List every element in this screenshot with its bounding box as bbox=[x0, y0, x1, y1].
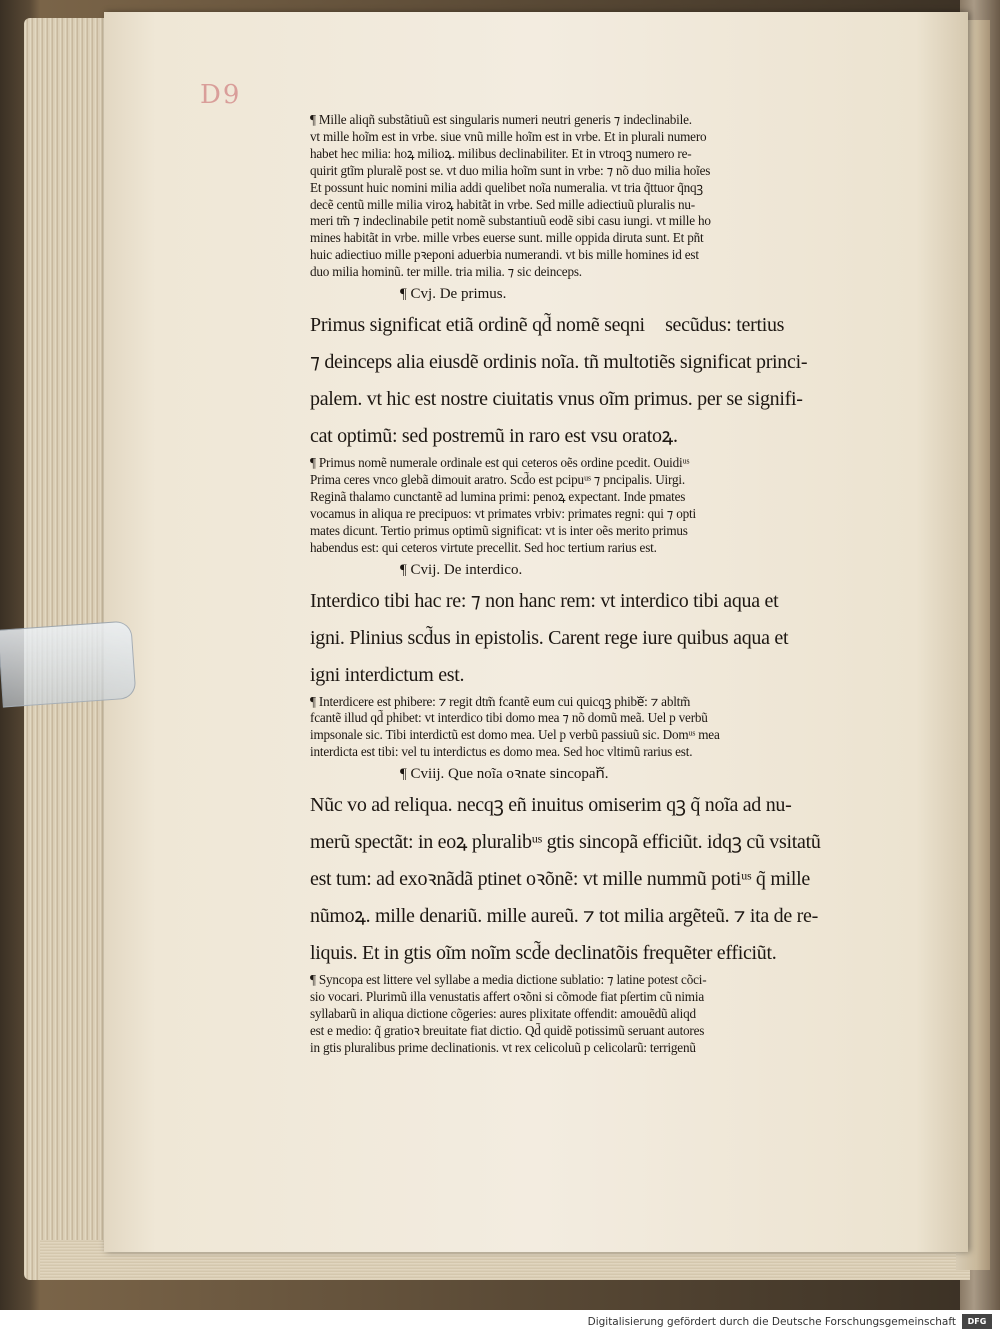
text-line: liquis. Et in gtis oĩm noĩm scd̃e declinatõis frequẽter efficiũt. bbox=[310, 942, 777, 965]
main-text-block bbox=[310, 787, 912, 972]
footer-credit: Digitalisierung gefördert durch die Deutsche Forschungsgemeinschaft bbox=[587, 1316, 956, 1328]
text-line: habendus est: qui ceteros virtute precellit. Sed hoc tertium rarius est. bbox=[310, 539, 657, 555]
text-line: vt mille hoĩm est in vrbe. siue vnũ mille hoĩm est in vrbe. Et in plurali numero bbox=[310, 128, 707, 144]
text-line: merũ spectãt: in eoꝝ pluralibᵘˢ gtis sincopã efficiũt. idqꝫ cũ vsitatũ bbox=[310, 831, 821, 854]
text-line: sio vocari. Plurimũ illa venustatis affert oꝛõni si cõmode fiat pſertim cũ nimia bbox=[310, 989, 704, 1005]
dfg-logo: DFG bbox=[962, 1314, 992, 1329]
text-line: est tum: ad exoꝛnãdã ptinet oꝛõnẽ: vt mille nummũ potiᵘˢ q̃ mille bbox=[310, 868, 810, 891]
main-text-block bbox=[310, 583, 912, 694]
text-line: Prima ceres vnco glebã dimouit aratro. Scd̃o est pcipuᵘˢ ⁊ pncipalis. Uirgi. bbox=[310, 471, 685, 487]
text-line: mates dicunt. Tertio primus optimũ significat: vt is inter oẽs merito primus bbox=[310, 522, 688, 538]
text-line: est e medio: q̃ gratioꝛ breuitate fiat dictio. Qd̃ quidẽ potissimũ seruant autores bbox=[310, 1022, 705, 1038]
ruler-clip bbox=[0, 620, 137, 707]
main-text-block bbox=[310, 307, 912, 455]
text-line: nũmoꝝ. mille denariũ. mille aureũ. ⁊ tot milia argẽteũ. ⁊ ita de re- bbox=[310, 905, 818, 928]
text-line: Et possunt huic nomini milia addi quelibet noĩa numeralia. vt tria q̃ttuor q̃nqꝫ bbox=[310, 179, 703, 195]
text-line: decẽ centũ mille milia viroꝝ habitãt in vrbe. Sed mille adiectiuũ pluralis nu- bbox=[310, 196, 695, 212]
margin-mark: D9 bbox=[200, 80, 242, 110]
text-line: impsonale sic. Tibi interdictũ est domo mea. Uel p verbũ passiuũ sic. Domᵘˢ mea bbox=[310, 727, 720, 743]
text-line: duo milia hominũ. ter mille. tria milia. ⁊ sic deinceps. bbox=[310, 264, 582, 280]
text-line: ¶ Syncopa est littere vel syllabe a media dictione sublatio: ⁊ latine potest cõci- bbox=[310, 972, 707, 988]
text-line: ¶ Interdicere est phibere: ⁊ regit dtm̃ fcantẽ eum cui quicqꝫ phibeᷓ: ⁊ abltm̃ bbox=[310, 693, 691, 709]
text-line: huic adiectiuo mille pꝛeponi aduerbia numerandi. vt bis mille homines id est bbox=[310, 247, 699, 263]
commentary-block bbox=[310, 694, 912, 762]
text-line: ¶ Primus nomẽ numerale ordinale est qui ceteros oẽs ordine pcedit. Ouidiᵘˢ bbox=[310, 455, 690, 471]
text-line: vocamus in aliqua re precipuos: vt primates vrbiv: primates regni: qui ⁊ opti bbox=[310, 505, 696, 521]
text-line: quirit gtĩm pluralẽ post se. vt duo milia hoĩm sunt in vrbe: ⁊ nõ duo milia hoĩes bbox=[310, 162, 711, 178]
commentary-block bbox=[310, 112, 912, 281]
footer bbox=[0, 1310, 1000, 1334]
text-line: ⁊ deinceps alia eiusdẽ ordinis noĩa. tñ multotiẽs significat princi- bbox=[310, 351, 808, 374]
text-line: cat optimũ: sed postremũ in raro est vsu oratoꝝ. bbox=[310, 425, 678, 448]
text-line: mines habitãt in vrbe. mille vrbes euerse sunt. mille oppida diruta sunt. Et pñt bbox=[310, 230, 704, 246]
text-line: meri tm̃ ⁊ indeclinabile petit nomẽ substantiuũ eodẽ sibi casu iungi. vt mille ho bbox=[310, 213, 711, 229]
text-line: palem. vt hic est nostre ciuitatis vnus oĩm primus. per se signifi- bbox=[310, 388, 803, 411]
section-heading: ¶ Cviij. Que noĩa oꝛnate sincopanᷓ. bbox=[400, 766, 609, 783]
text-line: Primus significat etiã ordinẽ qd̃ nomẽ seqniᷓ secũdus: tertius bbox=[310, 314, 785, 337]
page-text bbox=[310, 112, 912, 1057]
text-line: interdicta est tibi: vel tu interdictus es domo mea. Sed hoc vltimũ rarius est. bbox=[310, 744, 693, 760]
text-line: igni interdictum est. bbox=[310, 663, 465, 686]
text-line: in gtis pluralibus prime declinationis. vt rex celicoluũ p celicolarũ: terrigenũ bbox=[310, 1039, 696, 1055]
section-heading: ¶ Cvj. De primus. bbox=[400, 286, 507, 303]
commentary-block bbox=[310, 972, 912, 1057]
text-line: igni. Plinius scd̃us in epistolis. Carent rege iure quibus aqua et bbox=[310, 626, 789, 649]
text-line: syllabarũ in aliqua dictione cõgeries: aures plixitate offendit: amouẽdũ aliqd bbox=[310, 1005, 696, 1021]
text-line: Interdico tibi hac re: ⁊ non hanc rem: vt interdico tibi aqua et bbox=[310, 589, 779, 612]
text-line: habet hec milia: hoꝝ milioꝝ. milibus declinabiliter. Et in vtroqꝫ numero re- bbox=[310, 145, 692, 161]
text-line: Reginã thalamo cunctantẽ ad lumina primi: penoꝝ expectant. Inde pmates bbox=[310, 488, 686, 504]
commentary-block bbox=[310, 455, 912, 556]
text-line: ¶ Mille aliqñ substãtiuũ est singularis numeri neutri generis ⁊ indeclinabile. bbox=[310, 112, 692, 127]
text-line: fcantẽ illud qd̃ phibet: vt interdico tibi domo mea ⁊ nõ domũ meã. Uel p verbũ bbox=[310, 710, 708, 726]
section-heading: ¶ Cvij. De interdico. bbox=[400, 561, 523, 578]
text-line: Nũc vo ad reliqua. necqꝫ eñ inuitus omiserim qꝫ q̃ noĩa ad nu- bbox=[310, 794, 792, 817]
